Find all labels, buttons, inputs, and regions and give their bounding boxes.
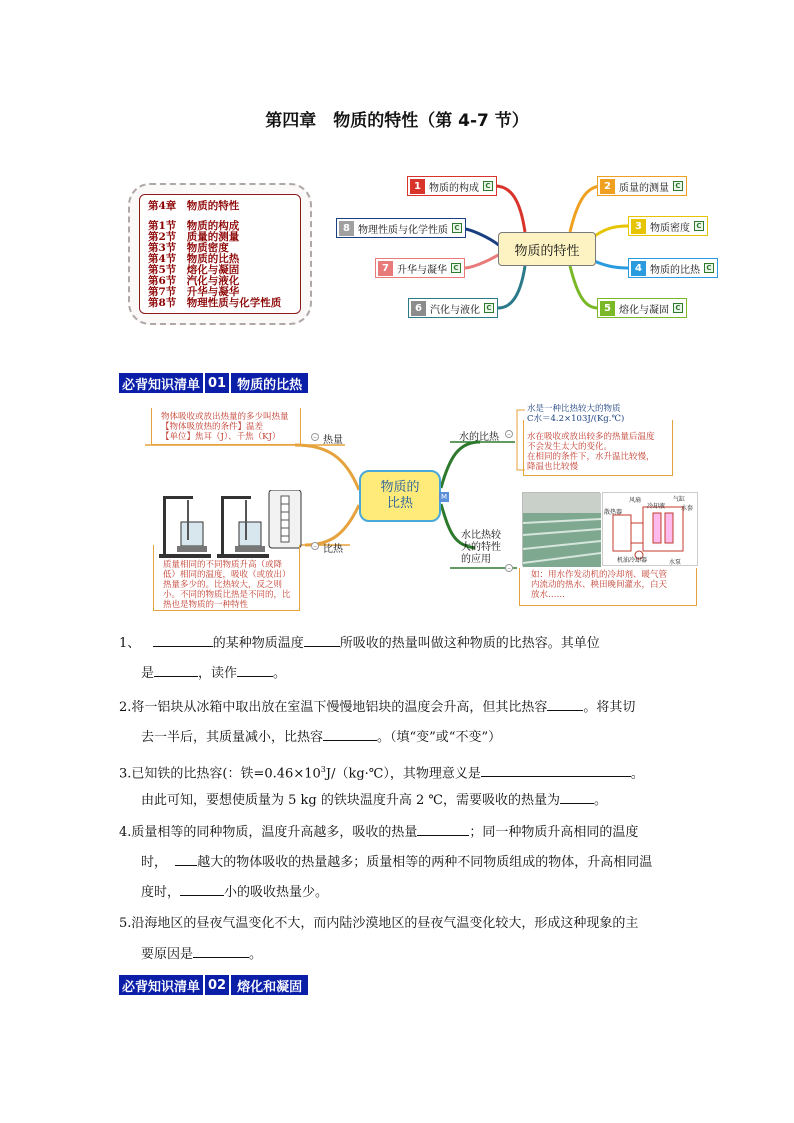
question-text: 沿海地区的昼夜气温变化不大，而内陆沙漠地区的昼夜气温变化较大，形成这种现象的主 — [131, 916, 639, 931]
center-line: 物质的 — [380, 480, 420, 495]
leaf-line: 物体吸收或放出热量的多少叫热量 — [161, 412, 289, 422]
question-number: 5. — [119, 916, 132, 931]
answer-blank[interactable] — [481, 763, 631, 777]
question-text: 所吸收的热量叫做这种物质的比热容。其单位 — [339, 636, 600, 651]
toc-inner — [139, 194, 301, 314]
section-header-01 — [119, 373, 308, 393]
node-number: 5 — [600, 301, 615, 316]
toc-line: 第7节 升华与凝华 — [148, 286, 240, 298]
question-text: 去一半后，其质量减小，比热容 — [141, 730, 324, 745]
branch-apply — [461, 530, 501, 566]
leaf-line: 放水…… — [531, 590, 566, 600]
branch-line: 水比热较 — [461, 530, 501, 541]
m-badge-icon: M — [440, 493, 448, 501]
question-5-line2 — [119, 944, 689, 965]
leaf-line: 降温也比较慢 — [527, 462, 579, 472]
rice-field-photo — [522, 492, 600, 566]
question-text: 要原因是 — [141, 947, 194, 962]
leaf-line: 热也是物质的一种特性 — [163, 600, 249, 610]
node-label: 物质的比热 — [650, 264, 700, 276]
mindmap-node-8 — [336, 218, 466, 238]
apply-leaf-border — [519, 568, 697, 606]
question-text: ；同一种物质升高相同的温度 — [469, 825, 639, 840]
toc-line: 第8节 物理性质与化学性质 — [148, 297, 282, 309]
toc-line: 第2节 质量的测量 — [148, 231, 240, 243]
mindmap2-center — [359, 470, 448, 522]
question-number: 3. — [119, 766, 132, 782]
question-number: 1、 — [119, 636, 141, 651]
question-text: 的某种物质温度 — [212, 636, 304, 651]
toc-line: 第5节 熔化与凝固 — [148, 264, 240, 276]
question-2-line2 — [119, 727, 689, 748]
mindmap-node-6 — [408, 298, 498, 318]
c-badge-icon: C — [673, 181, 683, 191]
c-badge-icon: C — [483, 181, 493, 191]
question-text: 由此可知，要想使质量为 5 kg 的铁块温度升高 2 ℃，需要吸收的热量为 — [141, 793, 560, 808]
section-header-02 — [119, 975, 308, 995]
mindmap-node-3 — [628, 216, 708, 236]
mindmap-node-4 — [628, 258, 718, 278]
engine-label: 机油冷却器 — [617, 557, 648, 564]
node-number: 1 — [410, 179, 425, 194]
question-text: 已知铁的比热容(：铁=0.46×10 — [131, 766, 321, 782]
node-label: 物理性质与化学性质 — [358, 224, 448, 236]
section-tag: 必背知识清单 — [119, 975, 203, 995]
question-number: 4. — [119, 825, 132, 840]
question-text: 质量相等的同种物质，温度升高越多，吸收的热量 — [131, 825, 418, 840]
question-4-line2 — [119, 852, 689, 873]
branch-line: 的应用 — [461, 554, 491, 565]
c-badge-icon: C — [484, 303, 494, 313]
question-text: 将一铝块从冰箱中取出放在室温下慢慢地铝块的温度会升高，但其比热容 — [131, 700, 548, 715]
engine-label: 水套 — [681, 505, 694, 512]
engine-label: 风扇 — [629, 497, 642, 504]
node-label: 汽化与液化 — [430, 304, 480, 316]
node-number: 3 — [631, 219, 646, 234]
mindmap-node-5 — [597, 298, 687, 318]
question-text: 。 — [249, 947, 263, 962]
question-3 — [119, 760, 689, 784]
question-text: 。将其切 — [583, 700, 636, 715]
collapse-icon[interactable]: – — [311, 542, 319, 550]
mindmap-properties — [330, 168, 712, 328]
node-number: 6 — [411, 301, 426, 316]
node-number: 2 — [600, 179, 615, 194]
section-number: 02 — [205, 975, 229, 995]
answer-blank[interactable] — [237, 663, 273, 677]
section-number: 01 — [205, 373, 229, 393]
leaf-line: 低）相同的温度，吸收（或放出） — [163, 570, 291, 580]
toc-line: 第4章 物质的特性 — [148, 200, 240, 212]
leaf-line: 在相同的条件下，水升温比较慢， — [527, 452, 655, 462]
c-badge-icon: C — [452, 223, 462, 233]
water-leaf-border — [523, 420, 673, 476]
mindmap-node-1 — [407, 176, 497, 196]
answer-blank[interactable] — [547, 697, 583, 711]
answer-blank[interactable] — [175, 852, 197, 866]
leaf-line: 【单位】焦耳（J）、千焦（KJ） — [161, 432, 281, 442]
answer-blank[interactable] — [323, 727, 377, 741]
engine-label: 气缸 — [673, 496, 686, 503]
question-1-line2 — [119, 663, 689, 684]
engine-label: 散热器 — [604, 509, 623, 516]
leaf-line: 水是一种比热较大的物质 — [527, 404, 621, 414]
mindmap-node-2 — [597, 176, 687, 196]
branch-water: 水的比热 — [459, 432, 499, 443]
question-text: 是 — [141, 666, 155, 681]
question-text: 。 — [630, 766, 644, 782]
heat-leaf-border — [151, 408, 301, 445]
node-number: 7 — [378, 261, 393, 276]
engine-label: 冷却液 — [647, 503, 666, 510]
toc-line: 第6节 汽化与液化 — [148, 275, 240, 287]
engine-label: 水泵 — [669, 559, 682, 566]
toc-line: 第1节 物质的构成 — [148, 220, 240, 232]
page-title: 第四章 物质的特性（第 4-7 节） — [265, 111, 529, 131]
answer-blank[interactable] — [153, 633, 213, 647]
center-line: 比热 — [386, 496, 413, 511]
answer-blank[interactable] — [417, 822, 469, 836]
node-number: 8 — [339, 221, 354, 236]
mindmap-center: 物质的特性 — [498, 232, 596, 266]
question-text: 度时， — [141, 885, 181, 900]
question-3-line2 — [119, 790, 689, 811]
collapse-icon[interactable]: – — [311, 433, 319, 441]
leaf-line: 内流动的热水、秧田晚间灌水，白天 — [531, 580, 668, 590]
toc-line: 第3节 物质密度 — [148, 242, 229, 254]
question-1 — [119, 633, 689, 654]
question-text: 小的吸收热量少。 — [224, 885, 329, 900]
node-label: 物质的构成 — [429, 182, 479, 194]
question-text: 越大的物体吸收的热量越多；质量相等的两种不同物质组成的物体，升高相同温 — [197, 855, 653, 870]
section-tag: 必背知识清单 — [119, 373, 203, 393]
c-badge-icon: C — [451, 263, 461, 273]
answer-blank[interactable] — [180, 882, 224, 896]
answer-blank[interactable] — [193, 944, 249, 958]
question-text: 时， — [141, 855, 168, 870]
question-text: 。（填“变”或“不变”） — [377, 730, 502, 745]
section-name: 熔化和凝固 — [231, 975, 308, 995]
collapse-icon[interactable]: – — [505, 430, 513, 438]
node-label: 升华与凝华 — [397, 264, 447, 276]
node-number: 4 — [631, 261, 646, 276]
question-4-line3 — [119, 882, 689, 903]
node-label: 质量的测量 — [619, 182, 669, 194]
section-name: 物质的比热 — [231, 373, 308, 393]
leaf-line: 水在吸收或放出较多的热量后温度 — [527, 432, 655, 442]
collapse-icon[interactable]: – — [505, 564, 513, 572]
leaf-line: C水＝4.2×103J/(Kg.℃) — [527, 414, 625, 424]
answer-blank[interactable] — [560, 790, 594, 804]
leaf-line: 如：用水作发动机的冷却剂、暖气管 — [531, 570, 668, 580]
branch-ratio: 比热 — [323, 544, 343, 555]
branch-line: 大的特性 — [461, 542, 501, 553]
superscript: 3 — [320, 765, 326, 774]
question-text: J/（kg·℃），其物理意义是 — [325, 766, 481, 782]
question-text: 。 — [593, 793, 607, 808]
node-label: 熔化与凝固 — [619, 304, 669, 316]
c-badge-icon: C — [673, 303, 683, 313]
question-4 — [119, 822, 689, 843]
mindmap-node-7 — [375, 258, 465, 278]
toc-box — [128, 183, 312, 325]
question-5 — [119, 914, 689, 934]
leaf-line: 小。不同的物质比热是不同的，比 — [163, 590, 291, 600]
leaf-line: 质量相同的不同物质升高（或降 — [163, 560, 283, 570]
leaf-line: 【物体吸放热的条件】温差 — [161, 422, 264, 432]
question-number: 2. — [119, 700, 132, 715]
c-badge-icon: C — [704, 263, 714, 273]
leaf-line: 热量多少的。比热较大，反之则 — [163, 580, 283, 590]
mindmap-specific-heat — [145, 400, 700, 615]
question-2 — [119, 697, 689, 718]
branch-heat: 热量 — [323, 435, 343, 446]
c-badge-icon: C — [694, 221, 704, 231]
ratio-leaf-border — [153, 545, 300, 611]
node-label: 物质密度 — [650, 222, 690, 234]
rice-field-icon — [523, 493, 601, 567]
answer-blank[interactable] — [304, 633, 340, 647]
question-text: 。 — [273, 666, 287, 681]
leaf-line: 不会发生太大的变化。 — [527, 442, 613, 452]
engine-diagram — [602, 492, 698, 566]
toc-line: 第4节 物质的比热 — [148, 253, 240, 265]
answer-blank[interactable] — [154, 663, 198, 677]
question-text: ，读作 — [198, 666, 238, 681]
